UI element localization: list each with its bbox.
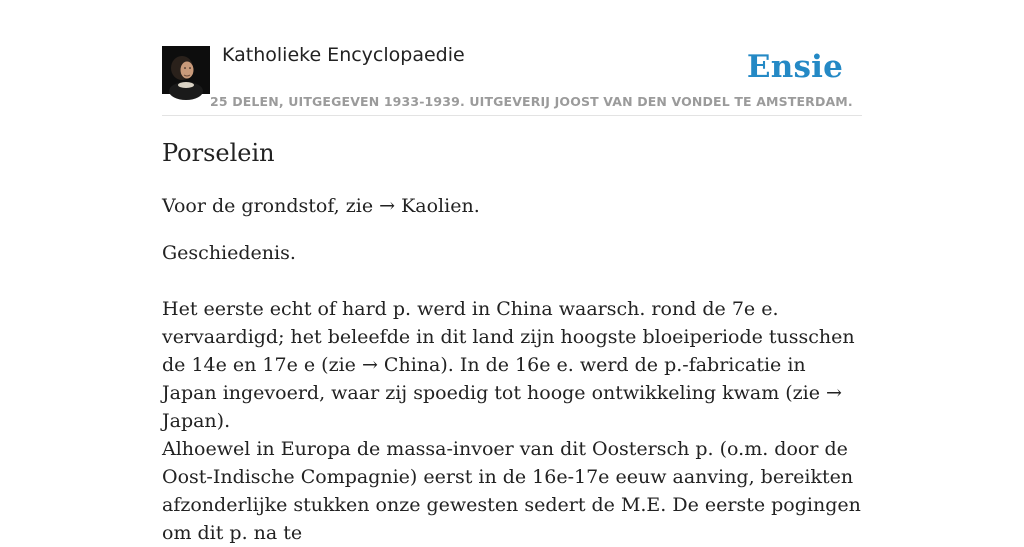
article-paragraph: Alhoewel in Europa de massa-invoer van dit Oostersch p. (o.m. door de Oost-Indische Compagnie) eerst in de 16e-17e eeuw aanving, bereikten afzonderlijke stukken onze gewesten sedert de M.E. De eerste pogingen om dit p. na te bbox=[162, 438, 861, 544]
brand-logo[interactable]: Ensie bbox=[746, 49, 843, 85]
source-header bbox=[162, 0, 862, 116]
source-title[interactable]: Katholieke Encyclopaedie bbox=[222, 44, 465, 66]
portrait-avatar-icon[interactable] bbox=[162, 46, 210, 94]
article-title: Porselein bbox=[162, 139, 275, 167]
article-paragraph: Geschiedenis. bbox=[162, 242, 296, 264]
page-container bbox=[162, 0, 862, 544]
article-paragraph: Het eerste echt of hard p. werd in China waarsch. rond de 7e e. vervaardigd; het beleefde in dit land zijn hoogste bloeiperiode tusschen de 14e en 17e e (zie → China). In de 16e e. werd de p.-fabricatie in Japan ingevoerd, waar zij spoedig tot hooge ontwikkeling kwam (zie → Japan). bbox=[162, 298, 855, 432]
source-subtitle: 25 DELEN, UITGEGEVEN 1933-1939. UITGEVERIJ JOOST VAN DEN VONDEL TE AMSTERDAM. bbox=[210, 94, 853, 109]
article-paragraph: Voor de grondstof, zie → Kaolien. bbox=[162, 195, 480, 217]
